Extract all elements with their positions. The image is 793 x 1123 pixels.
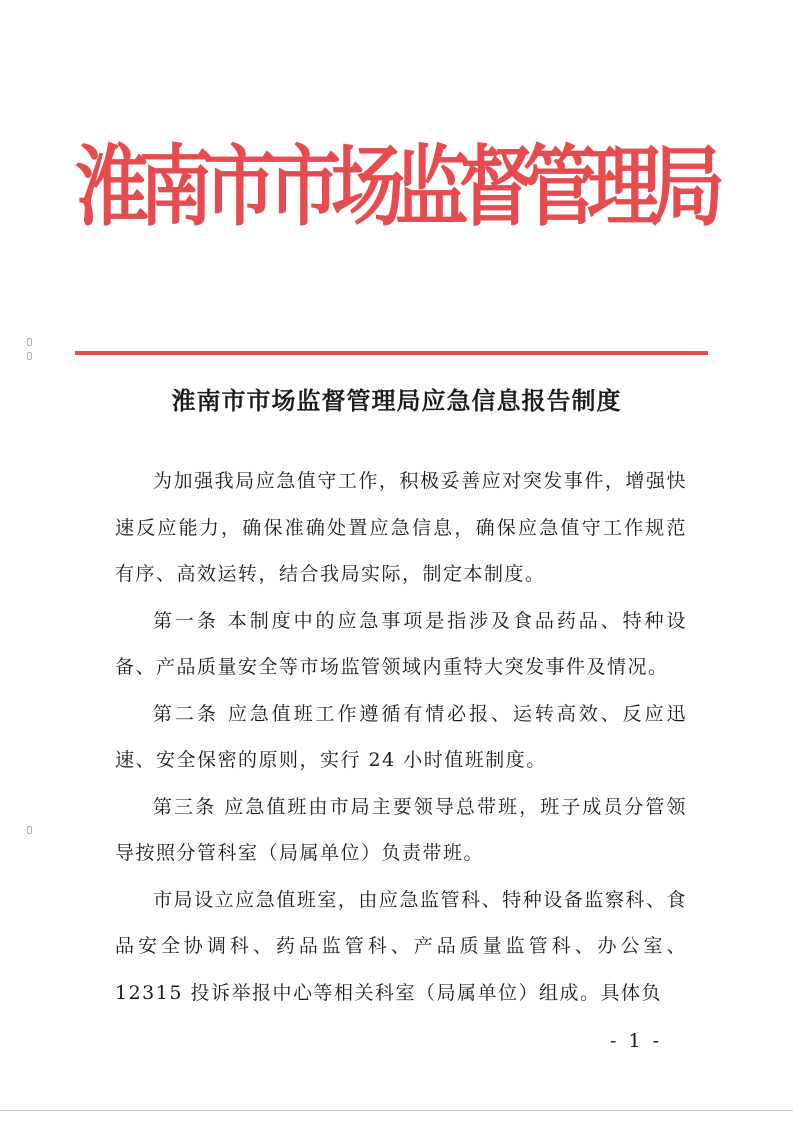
masthead-char: 场 [331, 136, 405, 239]
paragraph-article-3: 第三条 应急值班由市局主要领导总带班，班子成员分管领导按照分管科室（局属单位）负责带班。 [115, 795, 687, 864]
masthead-organization-name [75, 118, 725, 243]
page-bottom-edge [0, 1110, 793, 1111]
paragraph-intro: 为加强我局应急值守工作，积极妥善应对突发事件，增强快速反应能力，确保准确处置应急信息，确保应急值守工作规范有序、高效运转，结合我局实际，制定本制度。 [115, 470, 687, 585]
masthead-char: 市 [267, 136, 341, 239]
page-number: - 1 - [610, 1030, 663, 1052]
masthead-char: 南 [139, 136, 213, 239]
masthead-char: 管 [523, 136, 597, 239]
masthead-char: 督 [459, 136, 533, 239]
red-separator-line [75, 351, 708, 355]
paragraph-article-2: 第二条 应急值班工作遵循有情必报、运转高效、反应迅速、安全保密的原则，实行 24 小时值班制度。 [115, 702, 687, 771]
binding-hole-mark [27, 352, 32, 360]
masthead-char: 监 [395, 136, 469, 239]
masthead-char: 理 [587, 136, 661, 239]
paragraph-duty-room: 市局设立应急值班室，由应急监管科、特种设备监察科、食品安全协调科、药品监管科、产品质量监管科、办公室、12315 投诉举报中心等相关科室（局属单位）组成。具体负 [115, 888, 687, 1004]
paragraph-article-1: 第一条 本制度中的应急事项是指涉及食品药品、特种设备、产品质量安全等市场监管领域内重特大突发事件及情况。 [115, 609, 687, 678]
binding-hole-mark [27, 338, 32, 346]
masthead-char: 市 [203, 136, 277, 239]
masthead-char: 局 [651, 136, 725, 239]
document-title: 淮南市市场监督管理局应急信息报告制度 [171, 387, 622, 415]
masthead-char: 淮 [75, 136, 149, 239]
document-body [115, 458, 687, 1016]
binding-hole-mark [27, 826, 32, 834]
